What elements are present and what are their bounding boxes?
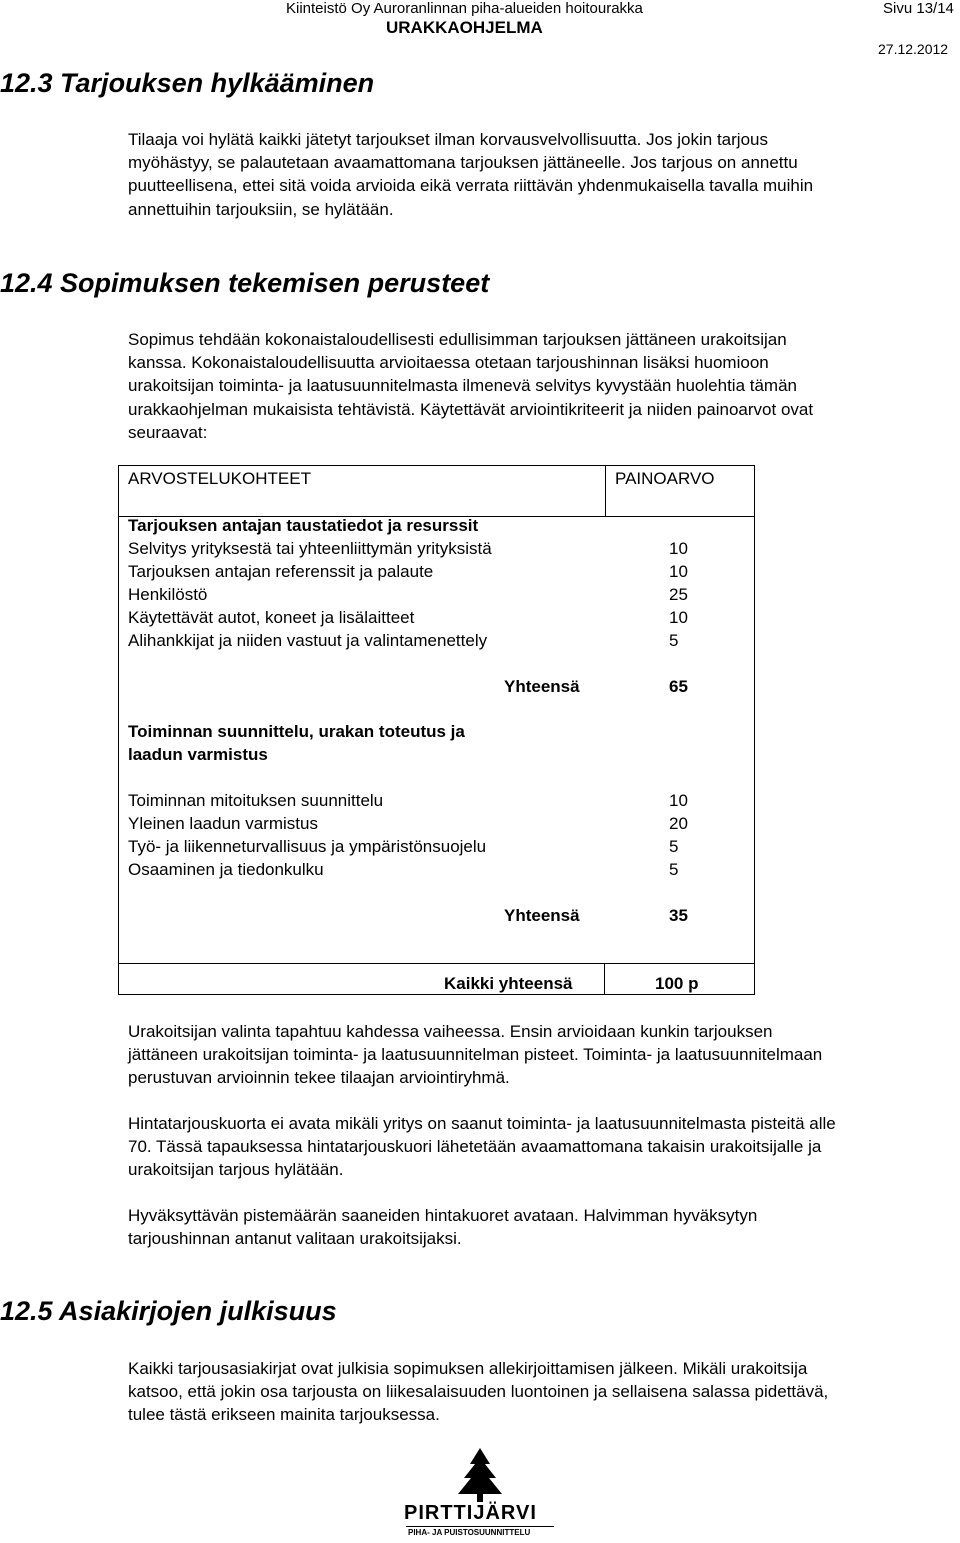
criteria-weight: 5 bbox=[669, 631, 679, 650]
grand-total-label: Kaikki yhteensä bbox=[444, 974, 573, 993]
column-header-criteria: ARVOSTELUKOHTEET bbox=[128, 469, 311, 488]
criteria-label: Tarjouksen antajan referenssit ja palaute bbox=[128, 562, 434, 581]
paragraph-12-4 bbox=[128, 328, 958, 444]
criteria-label: Selvitys yrityksestä tai yhteenliittymän yrityksistä bbox=[128, 539, 492, 558]
subtotal-label: Yhteensä bbox=[504, 677, 580, 696]
heading-12-4: 12.4 Sopimuksen tekemisen perusteet bbox=[0, 268, 490, 298]
table-divider bbox=[605, 466, 606, 516]
text-line: Hintatarjouskuorta ei avata mikäli yritys on saanut toiminta- ja laatusuunnitelmasta pisteitä alle bbox=[128, 1114, 836, 1133]
paragraph-acceptance bbox=[128, 1204, 958, 1250]
group-title: laadun varmistus bbox=[128, 745, 268, 764]
criteria-label: Yleinen laadun varmistus bbox=[128, 814, 318, 833]
text-line: Sopimus tehdään kokonaistaloudellisesti edullisimman tarjouksen jättäneen urakoitsijan bbox=[128, 330, 787, 349]
table-divider bbox=[604, 963, 605, 995]
text-line: katsoo, että jokin osa tarjousta on liikesalaisuuden luontoinen ja sellaisena salassa pidettävä, bbox=[128, 1382, 829, 1402]
criteria-weight: 25 bbox=[669, 585, 688, 604]
criteria-label: Alihankkijat ja niiden vastuut ja valintamenettely bbox=[128, 631, 488, 650]
paragraph-selection bbox=[128, 1020, 958, 1090]
text-line: Urakoitsijan valinta tapahtuu kahdessa vaiheessa. Ensin arvioidaan kunkin tarjouksen bbox=[128, 1022, 773, 1041]
text-line: urakkaohjelman mukaisista tehtävistä. Käytettävät arviointikriteerit ja niiden painoarvot ovat bbox=[128, 399, 814, 419]
grand-total-value: 100 p bbox=[655, 974, 699, 993]
subtotal-label: Yhteensä bbox=[504, 906, 580, 925]
criteria-label: Käytettävät autot, koneet ja lisälaitteet bbox=[128, 608, 415, 627]
table-divider bbox=[118, 963, 755, 964]
paragraph-price-envelope bbox=[128, 1112, 958, 1182]
text-line: jättäneen urakoitsijan toiminta- ja laatusuunnitelman pisteet. Toiminta- ja laatusuunnitelmaan bbox=[128, 1045, 823, 1065]
text-line: Tilaaja voi hylätä kaikki jätetyt tarjoukset ilman korvausvelvollisuutta. Jos jokin tarjous bbox=[128, 130, 768, 149]
header-date: 27.12.2012 bbox=[878, 41, 949, 57]
text-line: urakoitsijan tarjous hylätään. bbox=[128, 1160, 344, 1180]
subtotal-value: 35 bbox=[669, 906, 688, 925]
header-page-number: Sivu 13/14 bbox=[883, 0, 954, 17]
heading-12-5: 12.5 Asiakirjojen julkisuus bbox=[0, 1296, 337, 1326]
text-line: urakoitsijan toiminta- ja laatusuunnitelmasta ilmenevä selvitys kyvystään huolehtia tämän bbox=[128, 376, 798, 396]
logo-name: PIRTTIJÄRVI bbox=[404, 1502, 537, 1524]
subtotal-value: 65 bbox=[669, 677, 688, 696]
company-logo bbox=[400, 1448, 560, 1538]
text-line: puutteellisena, ettei sitä voida arvioida eikä verrata riittävän yhdenmukaisella tavalla muihin bbox=[128, 176, 814, 196]
criteria-label: Osaaminen ja tiedonkulku bbox=[128, 860, 324, 879]
text-line: kanssa. Kokonaistaloudellisuutta arvioitaessa otetaan tarjoushinnan lisäksi huomioon bbox=[128, 353, 769, 373]
logo-divider bbox=[406, 1526, 554, 1527]
criteria-weight: 20 bbox=[669, 814, 688, 833]
criteria-weight: 5 bbox=[669, 860, 679, 879]
criteria-weight: 10 bbox=[669, 539, 688, 558]
text-line: Hyväksyttävän pistemäärän saaneiden hintakuoret avataan. Halvimman hyväksytyn bbox=[128, 1206, 758, 1225]
group-title: Tarjouksen antajan taustatiedot ja resurssit bbox=[128, 516, 479, 535]
text-line: seuraavat: bbox=[128, 422, 208, 442]
criteria-weight: 5 bbox=[669, 837, 679, 856]
criteria-weight: 10 bbox=[669, 562, 688, 581]
header-organization: Kiinteistö Oy Auroranlinnan piha-alueiden hoitourakka bbox=[286, 0, 643, 17]
criteria-weight: 10 bbox=[669, 608, 688, 627]
paragraph-12-3 bbox=[128, 128, 958, 221]
criteria-label: Toiminnan mitoituksen suunnittelu bbox=[128, 791, 384, 810]
criteria-weight: 10 bbox=[669, 791, 688, 810]
text-line: Kaikki tarjousasiakirjat ovat julkisia sopimuksen allekirjoittamisen jälkeen. Mikäli urakoitsija bbox=[128, 1359, 808, 1378]
text-line: tarjoushinnan antanut valitaan urakoitsijaksi. bbox=[128, 1229, 462, 1249]
criteria-label: Työ- ja liikenneturvallisuus ja ympäristönsuojelu bbox=[128, 837, 487, 856]
heading-12-3: 12.3 Tarjouksen hylkääminen bbox=[0, 68, 375, 98]
column-header-weight: PAINOARVO bbox=[615, 469, 715, 488]
text-line: perustuvan arvioinnin tekee tilaajan arviointiryhmä. bbox=[128, 1068, 510, 1088]
paragraph-12-5 bbox=[128, 1357, 958, 1427]
header-program-title: URAKKAOHJELMA bbox=[386, 18, 543, 37]
text-line: myöhästyy, se palautetaan avaamattomana tarjouksen jättäneelle. Jos tarjous on annettu bbox=[128, 153, 798, 173]
logo-tagline: PIHA- JA PUISTOSUUNNITTELU bbox=[408, 1528, 531, 1537]
text-line: annettuihin tarjouksiin, se hylätään. bbox=[128, 199, 394, 219]
criteria-label: Henkilöstö bbox=[128, 585, 208, 604]
text-line: 70. Tässä tapauksessa hintatarjouskuori lähetetään avaamattomana takaisin urakoitsijalle ja bbox=[128, 1137, 822, 1157]
text-line: tulee tästä erikseen mainita tarjouksessa. bbox=[128, 1405, 440, 1425]
group-title: Toiminnan suunnittelu, urakan toteutus ja bbox=[128, 722, 465, 741]
